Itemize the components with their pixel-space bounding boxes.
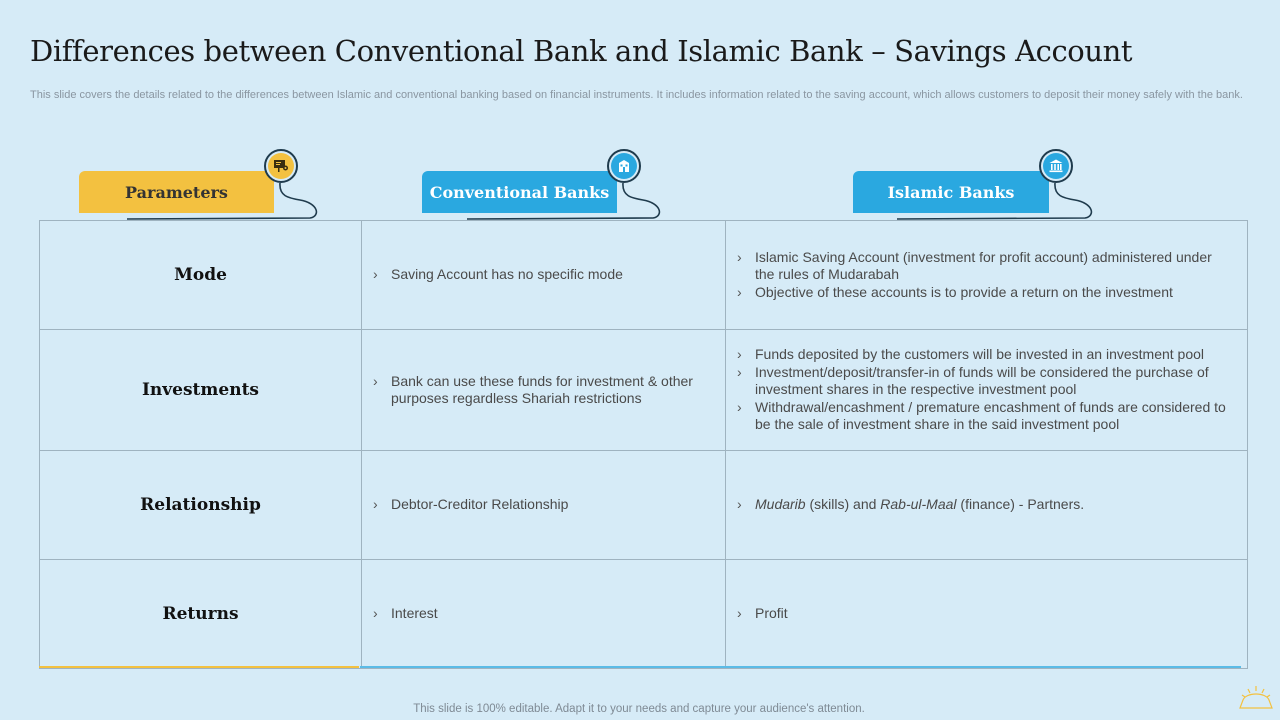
bank-building-icon (616, 158, 632, 174)
page-title: Differences between Conventional Bank and Islamic Bank – Savings Account (30, 34, 1133, 68)
text-finance-partners: (finance) - Partners. (956, 496, 1085, 513)
list-item: › Saving Account has no specific mode (391, 266, 712, 284)
parameters-badge (264, 149, 298, 183)
text-skills: (skills) and (805, 496, 881, 513)
banks-underline (360, 666, 1241, 668)
row-label-mode: Mode (40, 221, 362, 330)
islamic-cell (726, 221, 1248, 330)
list-item: › Funds deposited by the customers will be invested in an investment pool (755, 346, 1234, 364)
term-rab-ul-maal: Rab-ul-Maal (880, 496, 957, 513)
conventional-cell (362, 560, 726, 669)
header-parameters: Parameters (79, 171, 274, 213)
conventional-cell (362, 330, 726, 451)
conventional-cell (362, 221, 726, 330)
row-label-relationship: Relationship (40, 451, 362, 560)
list-item: › Investment/deposit/transfer-in of funds will be considered the purchase of investment shares in the respective investment pool (755, 364, 1234, 399)
list-item (755, 496, 1234, 514)
list-item: › Profit (755, 605, 1234, 623)
header-conventional-banks: Conventional Banks (422, 171, 617, 213)
list-item: › Objective of these accounts is to provide a return on the investment (755, 284, 1234, 302)
islamic-cell (726, 451, 1248, 560)
table-row (40, 221, 1248, 330)
list-item: › Bank can use these funds for investment & other purposes regardless Shariah restrictions (391, 373, 712, 408)
footer-note: This slide is 100% editable. Adapt it to your needs and capture your audience's attention. (413, 703, 865, 715)
islamic-cell (726, 330, 1248, 451)
row-label-investments: Investments (40, 330, 362, 451)
term-mudarib: Mudarib (755, 496, 806, 513)
parameters-underline (39, 666, 359, 668)
islamic-cell (726, 560, 1248, 669)
bank-columns-icon (1048, 158, 1064, 174)
table-row (40, 451, 1248, 560)
page-subtitle: This slide covers the details related to the differences between Islamic and conventional banking based on financial instruments. It includes information related to the saving account, which allows customers to deposit their money safely with the bank. (30, 89, 1243, 101)
comparison-table (39, 220, 1248, 669)
table-row (40, 560, 1248, 669)
list-item: › Debtor-Creditor Relationship (391, 496, 712, 514)
table-row (40, 330, 1248, 451)
row-label-returns: Returns (40, 560, 362, 669)
list-item: › Interest (391, 605, 712, 623)
list-item: › Islamic Saving Account (investment for profit account) administered under the rules of Mudarabah (755, 249, 1234, 284)
islamic-badge (1039, 149, 1073, 183)
conventional-badge (607, 149, 641, 183)
conventional-cell (362, 451, 726, 560)
list-item: › Withdrawal/encashment / premature encashment of funds are considered to be the sale of investment share in the said investment pool (755, 399, 1234, 434)
header-islamic-banks: Islamic Banks (853, 171, 1049, 213)
presentation-gear-icon (273, 158, 289, 174)
corner-logo-icon (1236, 680, 1276, 714)
